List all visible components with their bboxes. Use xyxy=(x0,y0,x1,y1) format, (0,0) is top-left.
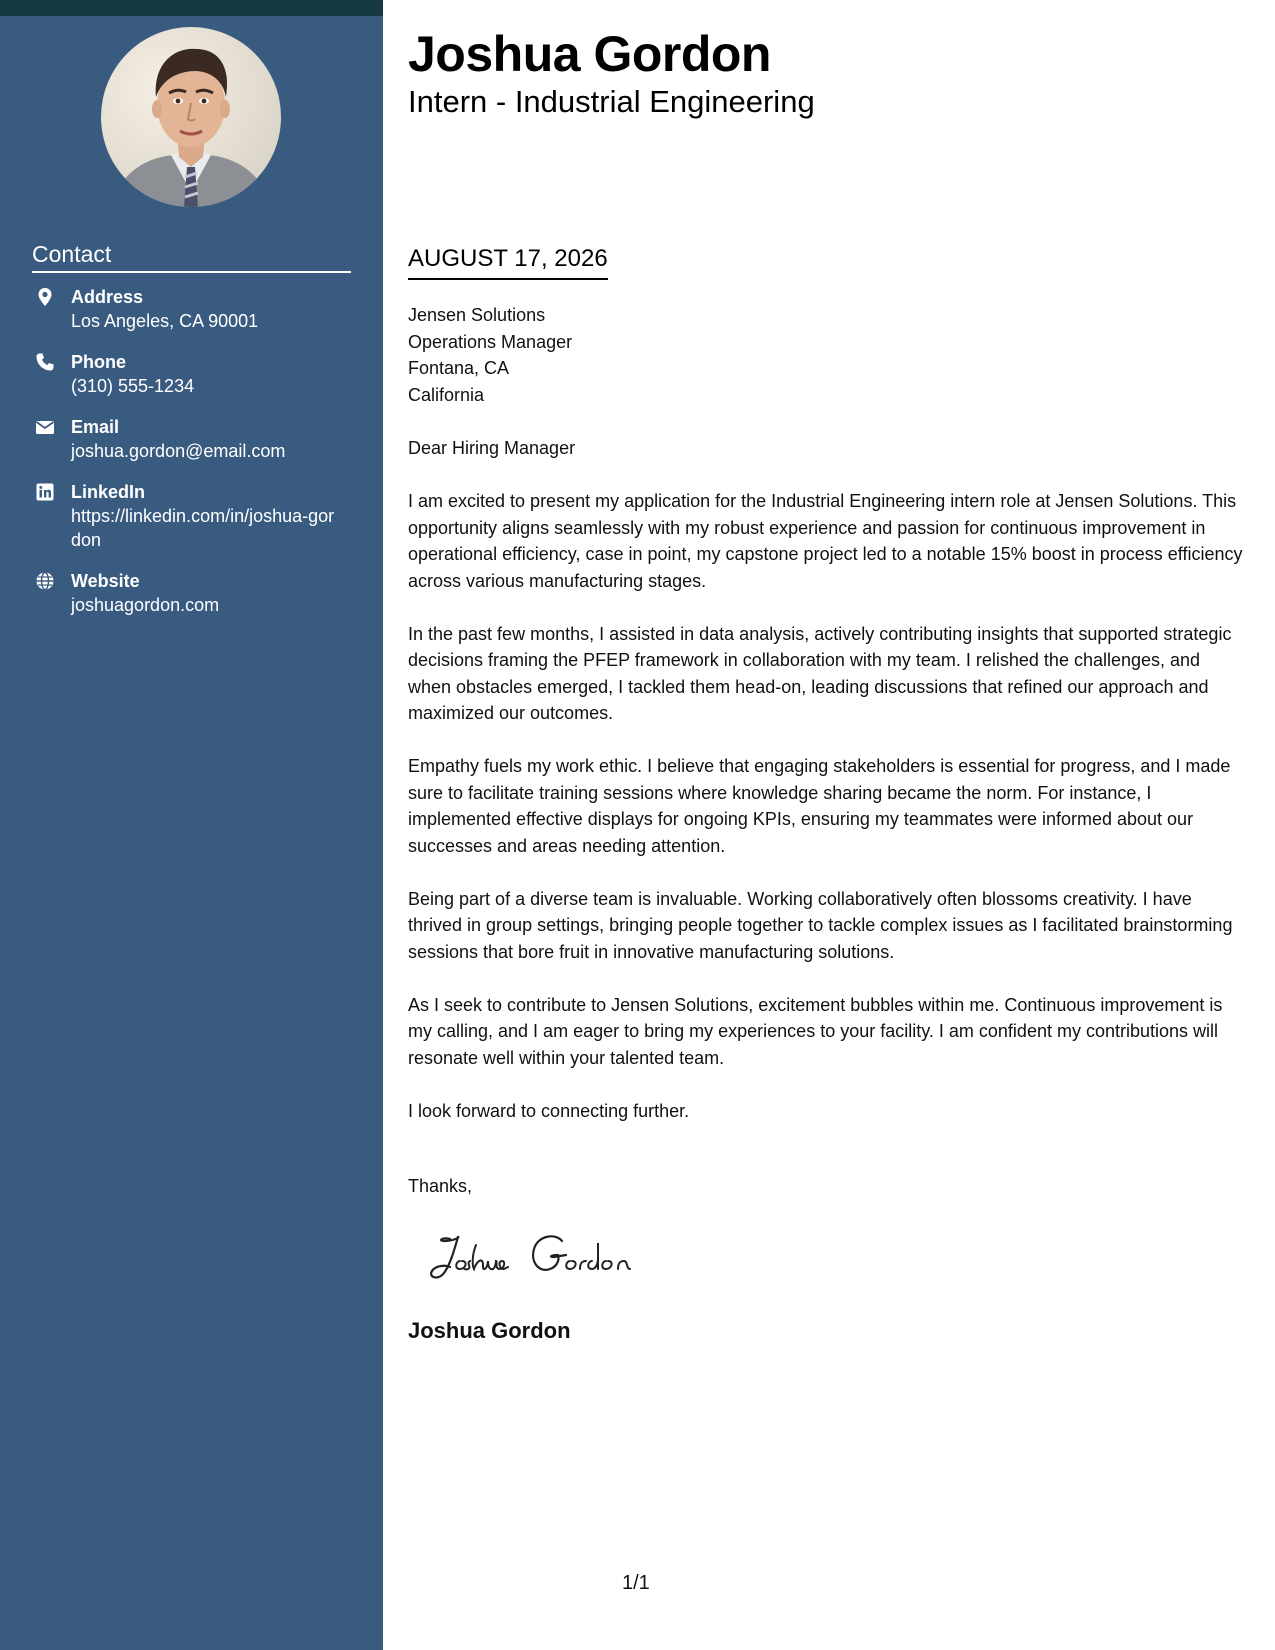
salutation: Dear Hiring Manager xyxy=(408,438,576,458)
body-paragraph: Empathy fuels my work ethic. I believe that engaging stakeholders is essential for progress, and I made sure to facilitate training sessions where knowledge sharing became the norm. For instance, I implemented effective displays for ongoing KPIs, ensuring my teammates were informed about our successes and areas needing attention. xyxy=(408,756,1231,856)
contact-label: Phone xyxy=(71,352,127,372)
letter-main xyxy=(408,0,1248,1650)
email-value[interactable]: joshua.gordon@email.com xyxy=(71,441,286,461)
contact-item-phone xyxy=(32,350,352,398)
letter-date: AUGUST 17, 2026 xyxy=(408,244,608,280)
website-link[interactable]: joshuagordon.com xyxy=(71,595,220,615)
map-pin-icon xyxy=(35,287,55,307)
contact-item-email xyxy=(32,415,352,463)
recipient-company: Jensen Solutions xyxy=(408,305,546,325)
signed-name: Joshua Gordon xyxy=(408,1318,571,1343)
contact-label: Website xyxy=(71,571,140,591)
contact-label: Address xyxy=(71,287,144,307)
globe-icon xyxy=(35,571,55,591)
avatar xyxy=(101,27,281,207)
contact-list xyxy=(32,285,352,634)
contact-label: Email xyxy=(71,417,120,437)
contact-label: LinkedIn xyxy=(71,482,146,502)
closing: Thanks, xyxy=(408,1176,473,1196)
contact-heading: Contact xyxy=(32,240,351,273)
page-number: 1/1 xyxy=(622,1572,650,1594)
portrait-photo xyxy=(101,27,281,207)
linkedin-icon xyxy=(35,482,55,502)
applicant-name: Joshua Gordon xyxy=(408,26,771,82)
recipient-role: Operations Manager xyxy=(408,331,573,352)
linkedin-link[interactable]: https://linkedin.com/in/joshua-gordon xyxy=(71,506,335,550)
sidebar-top-bar xyxy=(0,0,383,16)
body-paragraph: I look forward to connecting further. xyxy=(408,1100,690,1121)
body-paragraph: As I seek to contribute to Jensen Solutions, excitement bubbles within me. Continuous improvement is my calling, and I am eager to bring my experiences to your facility. I am confident my contributions will resonate well within your talented team. xyxy=(408,994,1223,1068)
contact-item-website xyxy=(32,569,352,617)
handwritten-signature xyxy=(420,1225,670,1285)
body-paragraph: Being part of a diverse team is invaluable. Working collaboratively often blossoms creativity. I have thrived in group settings, bringing people together to tackle complex issues as I facilitated brainstorming sessions that bore fruit in innovative manufacturing solutions. xyxy=(408,888,1233,962)
phone-icon xyxy=(35,352,55,372)
contact-item-address xyxy=(32,285,352,333)
sidebar xyxy=(0,0,383,1650)
recipient-city: Fontana, CA xyxy=(408,358,510,378)
contact-item-linkedin xyxy=(32,480,352,552)
body-paragraph: In the past few months, I assisted in data analysis, actively contributing insights that supported strategic decisions framing the PFEP framework in collaboration with my team. I relished the challenges, and when obstacles emerged, I tackled them head-on, leading discussions that refined our approach and maximized our outcomes. xyxy=(408,623,1232,723)
recipient-block xyxy=(408,302,572,408)
address-value: Los Angeles, CA 90001 xyxy=(71,311,259,331)
body-paragraph: I am excited to present my application for the Industrial Engineering intern role at Jensen Solutions. This opportunity aligns seamlessly with my robust experience and passion for continuous improvement in operational efficiency, case in point, my capstone project led to a notable 15% boost in process efficiency across various manufacturing stages. xyxy=(408,491,1243,591)
letter-body xyxy=(408,488,1248,1151)
envelope-icon xyxy=(35,417,55,437)
applicant-title: Intern - Industrial Engineering xyxy=(408,84,815,119)
recipient-state: California xyxy=(408,384,485,405)
phone-value: (310) 555-1234 xyxy=(71,376,195,396)
